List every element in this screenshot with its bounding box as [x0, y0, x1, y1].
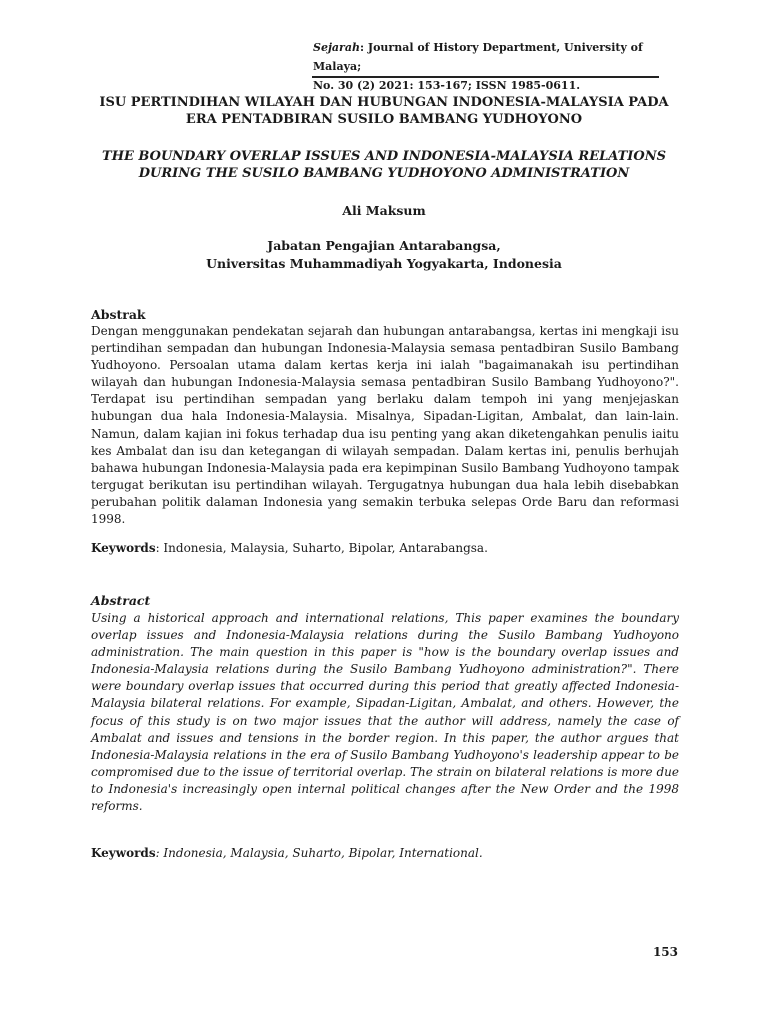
title-malay-line-2: ERA PENTADBIRAN SUSILO BAMBANG YUDHOYONO: [185, 112, 583, 127]
title-malay-line-1: ISU PERTINDIHAN WILAYAH DAN HUBUNGAN INDONESIA-MALAYSIA PADA: [99, 95, 669, 110]
abstrak-text: Dengan menggunakan pendekatan sejarah dan hubungan antarabangsa, kertas ini mengkaji isu pertindihan sempadan dan hubungan Indonesia-Malaysia semasa pentadbiran Susilo Bambang Yudhoyono. Persoalan utama dalam kertas kerja ini ialah "bagaimanakah isu pertindihan wilayah dan hubungan Indonesia-Malaysia semasa pentadbiran Susilo Bambang Yudhoyono?". Terdapat isu pertindihan sempadan yang berlaku dalam tempoh ini yang menjejaskan hubungan dua hala Indonesia-Malaysia. Misalnya, Sipadan-Ligitan, Ambalat, dan lain-lain. Namun, dalam kajian ini fokus terhadap dua isu penting yang akan diketengahkan penulis iaitu kes Ambalat dan isu dan ketegangan di wilayah sempadan. Dalam kertas ini, penulis berhujah bahawa hubungan Indonesia-Malaysia pada era kepimpinan Susilo Bambang Yudhoyono tampak tergugat berikutan isu pertindihan wilayah. Tergugatnya hubungan dua hala lebih disebabkan perubahan politik dalaman Indonesia yang semakin terbuka selepas Orde Baru dan reformasi 1998.: [91, 324, 679, 527]
affiliation-line-1: Jabatan Pengajian Antarabangsa,: [267, 238, 501, 253]
author-name: Ali Maksum: [342, 203, 426, 218]
title-english-line-2: DURING THE SUSILO BAMBANG YUDHOYONO ADMINISTRATION: [138, 166, 630, 181]
journal-info: : Journal of History Department, University of Malaya;: [313, 41, 643, 73]
keywords-english: [91, 846, 679, 860]
keywords-malay: [91, 541, 679, 555]
abstract-text: Using a historical approach and international relations, This paper examines the boundary overlap issues and Indonesia-Malaysia relations during the Susilo Bambang Yudhoyono administration. The main question in this paper is "how is the boundary overlap issues and Indonesia-Malaysia relations during the Susilo Bambang Yudhoyono administration?". There were boundary overlap issues that occurred during this period that greatly affected Indonesia-Malaysia bilateral relations. For example, Sipadan-Ligitan, Ambalat, and others. However, the focus of this study is on two major issues that the author will address, namely the case of Ambalat and issues and tensions in the border region. In this paper, the author argues that Indonesia-Malaysia relations in the era of Susilo Bambang Yudhoyono's leadership appear to be compromised due to the issue of territorial overlap. The strain on bilateral relations is more due to Indonesia's increasingly open internal political changes after the New Order and the 1998 reforms.: [91, 611, 679, 814]
title-english: [60, 148, 708, 182]
keywords-label: Keywords: [91, 541, 156, 555]
page-number: 153: [652, 945, 678, 959]
affiliation-line-2: Universitas Muhammadiyah Yogyakarta, Indonesia: [206, 256, 562, 271]
keywords-label: Keywords: [91, 846, 156, 860]
abstract-heading: Abstract: [91, 593, 151, 608]
title-english-line-1: THE BOUNDARY OVERLAP ISSUES AND INDONESIA-MALAYSIA RELATIONS: [102, 149, 666, 164]
journal-name: Sejarah: [313, 41, 360, 54]
title-malay: [60, 94, 708, 128]
abstrak-heading: Abstrak: [91, 307, 146, 322]
journal-header: [313, 38, 673, 95]
keywords-values: : Indonesia, Malaysia, Suharto, Bipolar, International.: [155, 846, 483, 860]
journal-issue: No. 30 (2) 2021: 153-167; ISSN 1985-0611.: [313, 79, 581, 92]
keywords-values: : Indonesia, Malaysia, Suharto, Bipolar, Antarabangsa.: [155, 541, 488, 555]
header-rule: [312, 76, 659, 78]
affiliation: [60, 237, 708, 273]
